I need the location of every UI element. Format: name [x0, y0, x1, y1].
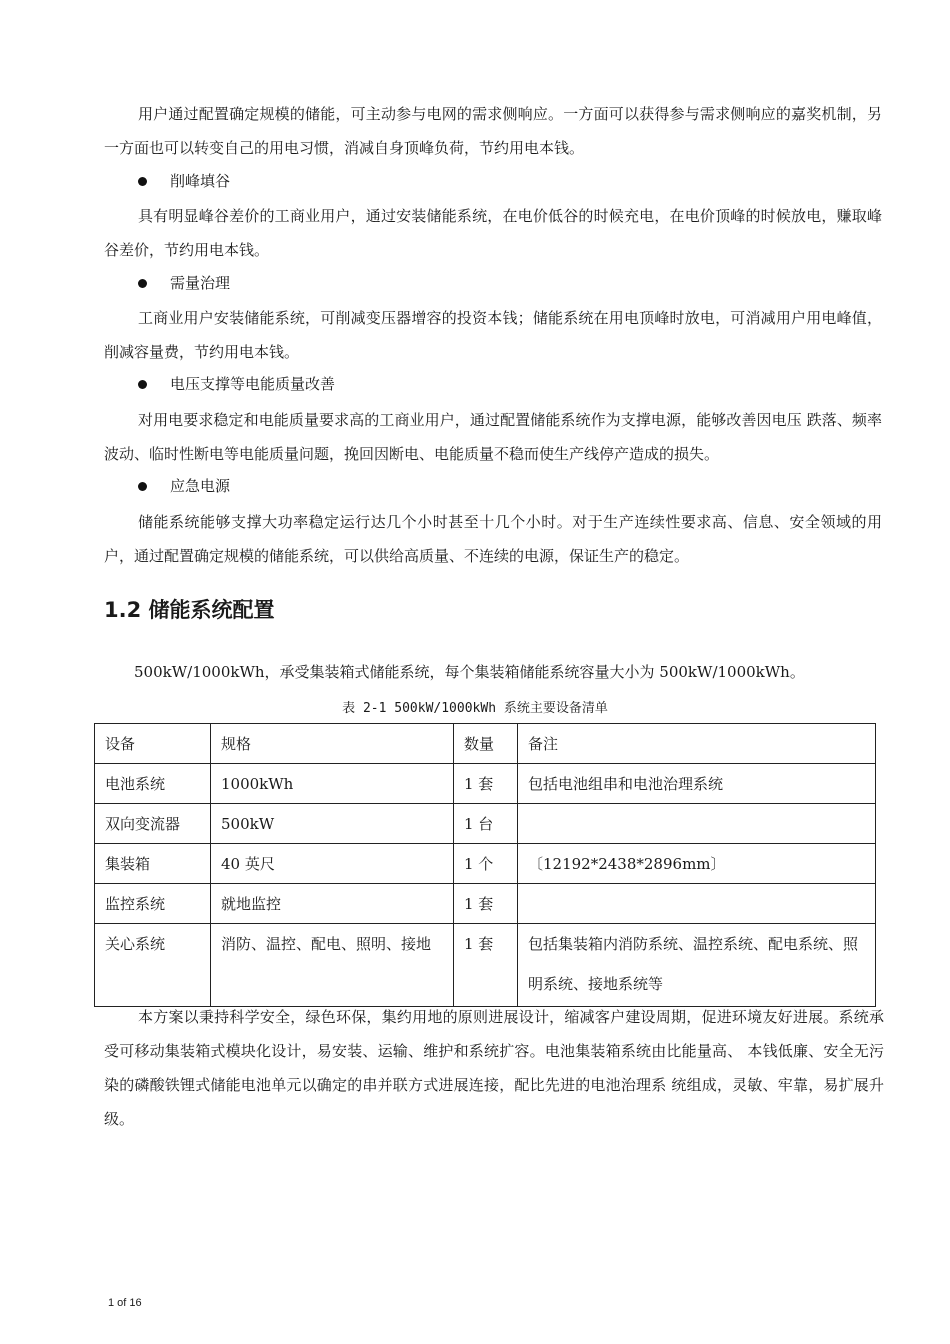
table-cell: 集装箱 [95, 844, 211, 884]
table-cell: 就地监控 [211, 884, 454, 924]
bullet-dot-icon [138, 279, 147, 288]
table-cell: 关心系统 [95, 924, 211, 1007]
bullet-label: 应急电源 [170, 477, 231, 495]
table-cell: 包括集装箱内消防系统、温控系统、配电系统、照明系统、接地系统等 [518, 924, 876, 1007]
header-cell-spec: 规格 [211, 724, 454, 764]
section-heading: 1.2 储能系统配置 [104, 598, 275, 622]
table-cell [518, 884, 876, 924]
table-row [95, 764, 876, 804]
table-cell: 1 套 [454, 924, 518, 1007]
bullet-dot-icon [138, 482, 147, 491]
bullet-label: 需量治理 [170, 274, 231, 292]
table-row [95, 844, 876, 884]
table-cell: 消防、温控、配电、照明、接地 [211, 924, 454, 1007]
table-cell: 〔12192*2438*2896mm〕 [518, 844, 876, 884]
paragraph-peak-shaving: 具有明显峰谷差价的工商业用户，通过安装储能系统，在电价低谷的时候充电，在电价顶峰的时候放电，赚取峰谷差价，节约用电本钱。 [104, 207, 882, 259]
bullet-voltage-support [138, 373, 335, 395]
equipment-table [94, 723, 876, 1007]
bullet-dot-icon [138, 177, 147, 186]
table-cell: 1 个 [454, 844, 518, 884]
table-cell: 1 套 [454, 884, 518, 924]
table-header-row [95, 724, 876, 764]
paragraph-demand-response: 用户通过配置确定规模的储能，可主动参与电网的需求侧响应。一方面可以获得参与需求侧响应的嘉奖机制，另一方面也可以转变自己的用电习惯，消减自身顶峰负荷，节约用电本钱。 [104, 105, 882, 157]
paragraph-demand-management: 工商业用户安装储能系统，可削减变压器增容的投资本钱；储能系统在用电顶峰时放电，可消减用户用电峰值，削减容量费，节约用电本钱。 [104, 309, 882, 361]
bullet-peak-shaving [138, 170, 230, 192]
bullet-label: 电压支撑等电能质量改善 [170, 375, 336, 393]
bullet-emergency-power [138, 475, 230, 497]
table-row [95, 924, 876, 1007]
table-caption: 表 2-1 500kW/1000kWh 系统主要设备清单 [342, 701, 608, 716]
table-cell: 1 台 [454, 804, 518, 844]
table-cell: 500kW [211, 804, 454, 844]
table-cell: 监控系统 [95, 884, 211, 924]
paragraph-design-principles: 本方案以秉持科学安全，绿色环保，集约用地的原则进展设计，缩减客户建设周期，促进环境友好进展。系统承受可移动集装箱式模块化设计，易安装、运输、维护和系统扩容。电池集装箱系统由比能量高、 本钱低廉、安全无污染的磷酸铁锂式储能电池单元以确定的串并联方式进展连接，配比先进的电池治理系 统组成，灵敏、牢靠，易扩展升级。 [104, 1008, 884, 1128]
bullet-demand-management [138, 272, 230, 294]
table-cell: 1 套 [454, 764, 518, 804]
table-cell: 40 英尺 [211, 844, 454, 884]
header-cell-remarks: 备注 [518, 724, 876, 764]
table-cell: 包括电池组串和电池治理系统 [518, 764, 876, 804]
paragraph-voltage-support: 对用电要求稳定和电能质量要求高的工商业用户，通过配置储能系统作为支撑电源，能够改善因电压 跌落、频率波动、临时性断电等电能质量问题，挽回因断电、电能质量不稳而使生产线停产造成的损失。 [104, 411, 882, 463]
table-cell [518, 804, 876, 844]
bullet-dot-icon [138, 380, 147, 389]
table-row [95, 884, 876, 924]
table-row [95, 804, 876, 844]
paragraph-emergency-power: 储能系统能够支撑大功率稳定运行达几个小时甚至十几个小时。对于生产连续性要求高、信息、安全领域的用户，通过配置确定规模的储能系统，可以供给高质量、不连续的电源，保证生产的稳定。 [104, 513, 882, 565]
bullet-label: 削峰填谷 [170, 172, 231, 190]
header-cell-equipment: 设备 [95, 724, 211, 764]
table-cell: 双向变流器 [95, 804, 211, 844]
header-cell-quantity: 数量 [454, 724, 518, 764]
paragraph-config-summary: 500kW/1000kWh，承受集装箱式储能系统，每个集装箱储能系统容量大小为 500kW/1000kWh。 [134, 663, 805, 681]
table-cell: 1000kWh [211, 764, 454, 804]
page-number: 1 of 16 [108, 1297, 142, 1309]
table-cell: 电池系统 [95, 764, 211, 804]
